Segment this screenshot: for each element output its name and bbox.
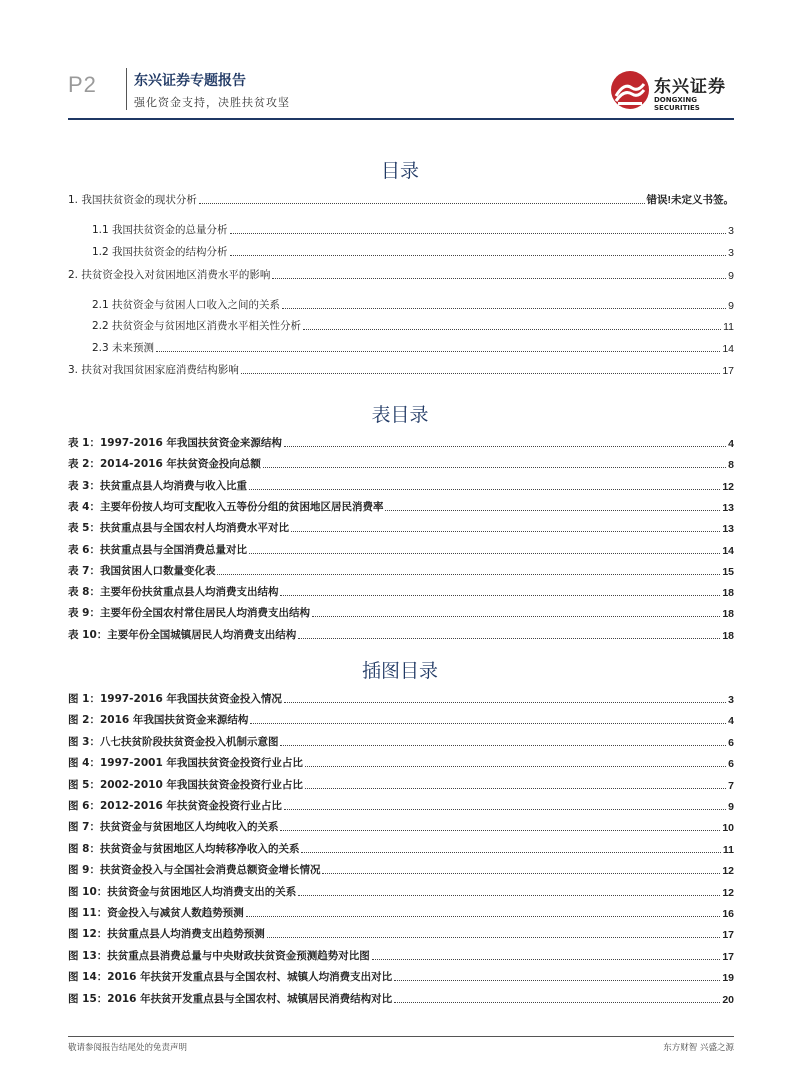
footer-slogan: 东方财智 兴盛之源 bbox=[663, 1043, 734, 1053]
toc-entry-label: 2.1 扶贫资金与贫困人口收入之间的关系 bbox=[92, 299, 281, 311]
report-subtitle: 强化资金支持，决胜扶贫攻坚 bbox=[134, 96, 290, 109]
table-list-entry[interactable] bbox=[68, 434, 734, 450]
dot-leader bbox=[298, 637, 720, 639]
dot-leader bbox=[156, 350, 720, 352]
toc-entry-page: 4 bbox=[728, 438, 734, 450]
figure-list-entry[interactable] bbox=[68, 883, 734, 899]
dot-leader bbox=[280, 744, 726, 746]
toc-entry-label: 图 1：1997-2016 年我国扶贫资金投入情况 bbox=[68, 693, 282, 705]
toc-entry-label: 表 7：我国贫困人口数量变化表 bbox=[68, 564, 216, 577]
toc-entry-page: 7 bbox=[728, 779, 734, 792]
dot-leader bbox=[263, 466, 726, 468]
toc-entry-page: 18 bbox=[722, 587, 734, 600]
dot-leader bbox=[284, 808, 726, 810]
toc-entry-page: 17 bbox=[722, 950, 734, 963]
toc-entry-page: 20 bbox=[722, 993, 734, 1006]
dot-leader bbox=[246, 915, 721, 917]
table-list-entry[interactable] bbox=[68, 626, 734, 642]
figure-list-entry[interactable] bbox=[68, 754, 734, 770]
toc-entry[interactable] bbox=[92, 243, 734, 259]
toc-entry-page: 3 bbox=[728, 694, 734, 706]
toc-title: 目录 bbox=[380, 160, 419, 182]
toc-entry-page: 6 bbox=[728, 758, 734, 771]
dot-leader bbox=[303, 328, 721, 330]
tables-title: 表目录 bbox=[371, 404, 429, 426]
dot-leader bbox=[312, 615, 720, 617]
dot-leader bbox=[199, 202, 645, 204]
toc-entry-page: 18 bbox=[722, 608, 734, 621]
table-list-entry[interactable] bbox=[68, 519, 734, 535]
toc-entry-label: 表 5：扶贫重点县与全国农村人均消费水平对比 bbox=[68, 522, 289, 535]
toc-entry[interactable] bbox=[92, 317, 734, 333]
toc-entry-page: 14 bbox=[722, 544, 734, 557]
toc-entry-label: 表 1：1997-2016 年我国扶贫资金来源结构 bbox=[68, 437, 282, 449]
dot-leader bbox=[305, 787, 726, 789]
dot-leader bbox=[284, 701, 726, 703]
toc-entry-page: 19 bbox=[722, 972, 734, 985]
toc-entry-label: 表 9：主要年份全国农村常住居民人均消费支出结构 bbox=[68, 607, 310, 620]
toc-entry-label: 1.2 我国扶贫资金的结构分析 bbox=[92, 246, 228, 258]
figure-list-entry[interactable] bbox=[68, 690, 734, 706]
footer-disclaimer: 敬请参阅报告结尾处的免责声明 bbox=[68, 1043, 188, 1053]
toc-entry-page: 6 bbox=[728, 736, 734, 749]
dot-leader bbox=[241, 372, 720, 374]
figure-list-entry[interactable] bbox=[68, 968, 734, 984]
table-list-entry[interactable] bbox=[68, 477, 734, 493]
toc-entry-label: 2. 扶贫资金投入对贫困地区消费水平的影响 bbox=[68, 269, 271, 281]
toc-entry-label: 1. 我国扶贫资金的现状分析 bbox=[68, 194, 197, 206]
toc-entry-page: 12 bbox=[722, 480, 734, 493]
figure-list-entry[interactable] bbox=[68, 711, 734, 727]
dot-leader bbox=[305, 765, 726, 767]
toc-entry-label: 表 3：扶贫重点县人均消费与收入比重 bbox=[68, 479, 247, 492]
dot-leader bbox=[291, 530, 720, 532]
dot-leader bbox=[249, 552, 720, 554]
dot-leader bbox=[284, 445, 726, 447]
toc-entry-page: 15 bbox=[722, 565, 734, 578]
toc-entry-label: 2.2 扶贫资金与贫困地区消费水平相关性分析 bbox=[92, 320, 302, 332]
toc-entry[interactable] bbox=[68, 266, 734, 282]
toc-entry[interactable] bbox=[92, 339, 734, 355]
report-title: 东兴证券专题报告 bbox=[134, 73, 246, 89]
table-list-entry[interactable] bbox=[68, 541, 734, 557]
page-number: P2 bbox=[68, 72, 97, 97]
figure-list-entry[interactable] bbox=[68, 904, 734, 920]
logo-text-cn: 东兴证券 bbox=[654, 77, 726, 97]
toc-entry-label: 2.3 未来预测 bbox=[92, 342, 155, 354]
toc-entry-label: 图 10：扶贫资金与贫困地区人均消费支出的关系 bbox=[68, 885, 297, 898]
toc-entry-page: 16 bbox=[722, 908, 734, 920]
logo-text-en: DONGXING SECURITIES bbox=[654, 96, 700, 112]
dot-leader bbox=[372, 958, 721, 960]
toc-entry-page: 3 bbox=[728, 225, 734, 237]
figure-list-entry[interactable] bbox=[68, 818, 734, 834]
toc-entry-label: 表 8：主要年份扶贫重点县人均消费支出结构 bbox=[68, 586, 279, 599]
table-list-entry[interactable] bbox=[68, 604, 734, 620]
toc-entry-label: 3. 扶贫对我国贫困家庭消费结构影响 bbox=[68, 364, 239, 376]
figure-list-entry[interactable] bbox=[68, 947, 734, 963]
dot-leader bbox=[322, 872, 720, 874]
toc-entry-label: 图 6：2012-2016 年扶贫资金投资行业占比 bbox=[68, 800, 282, 812]
dot-leader bbox=[267, 936, 721, 938]
dot-leader bbox=[250, 722, 726, 724]
toc-entry-label: 图 12：扶贫重点县人均消费支出趋势预测 bbox=[68, 928, 265, 941]
page-header bbox=[0, 0, 800, 125]
toc-entry-label: 图 14：2016 年扶贫开发重点县与全国农村、城镇人均消费支出对比 bbox=[68, 971, 393, 984]
toc-entry[interactable] bbox=[92, 296, 734, 312]
dot-leader bbox=[249, 488, 720, 490]
dot-leader bbox=[280, 829, 720, 831]
toc-entry-page: 13 bbox=[722, 523, 734, 536]
toc-entry[interactable] bbox=[68, 361, 734, 377]
toc-entry-page: 11 bbox=[723, 321, 734, 333]
toc-entry-label: 图 13：扶贫重点县消费总量与中央财政扶贫资金预测趋势对比图 bbox=[68, 949, 370, 962]
toc-entry-label: 图 8：扶贫资金与贫困地区人均转移净收入的关系 bbox=[68, 842, 300, 855]
logo-mark-icon bbox=[610, 70, 650, 110]
toc-entry-label: 图 4：1997-2001 年我国扶贫资金投资行业占比 bbox=[68, 757, 303, 770]
table-list-entry[interactable] bbox=[68, 583, 734, 599]
toc-entry-label: 图 3：八七扶贫阶段扶贫资金投入机制示意图 bbox=[68, 735, 279, 748]
toc-entry-label: 图 7：扶贫资金与贫困地区人均纯收入的关系 bbox=[68, 821, 279, 834]
figures-title: 插图目录 bbox=[361, 660, 438, 682]
table-list-entry[interactable] bbox=[68, 498, 734, 514]
toc-entry-page: 3 bbox=[728, 247, 734, 259]
toc-entry-page: 10 bbox=[722, 822, 734, 835]
dot-leader bbox=[272, 277, 726, 279]
toc-entry[interactable] bbox=[68, 191, 734, 207]
table-list-entry[interactable] bbox=[68, 562, 734, 578]
toc-entry-label: 1.1 我国扶贫资金的总量分析 bbox=[92, 224, 228, 236]
dot-leader bbox=[230, 232, 727, 234]
dot-leader bbox=[230, 254, 727, 256]
figure-list-entry[interactable] bbox=[68, 861, 734, 877]
toc-entry-label: 图 11：资金投入与减贫人数趋势预测 bbox=[68, 907, 244, 919]
toc-entry-page: 4 bbox=[728, 715, 734, 728]
figure-list-entry[interactable] bbox=[68, 840, 734, 856]
dot-leader bbox=[282, 307, 726, 309]
table-list-entry[interactable] bbox=[68, 455, 734, 471]
toc-entry-label: 表 10：主要年份全国城镇居民人均消费支出结构 bbox=[68, 628, 297, 641]
toc-entry-page: 13 bbox=[722, 501, 734, 514]
dot-leader bbox=[385, 509, 720, 511]
figure-list-entry[interactable] bbox=[68, 776, 734, 792]
toc-entry-page: 17 bbox=[722, 365, 734, 377]
dot-leader bbox=[298, 894, 720, 896]
dot-leader bbox=[280, 594, 720, 596]
toc-entry-page: 9 bbox=[728, 300, 734, 312]
company-logo bbox=[610, 70, 740, 110]
header-divider bbox=[126, 68, 127, 110]
dot-leader bbox=[301, 851, 720, 853]
header-rule bbox=[68, 118, 734, 120]
toc-entry-page: 14 bbox=[722, 343, 734, 355]
toc-entry-page: 8 bbox=[728, 459, 734, 472]
figure-list-entry[interactable] bbox=[68, 990, 734, 1006]
figure-list-entry[interactable] bbox=[68, 925, 734, 941]
toc-entry-page: 12 bbox=[722, 886, 734, 899]
figure-list-entry[interactable] bbox=[68, 733, 734, 749]
toc-entry-label: 图 5：2002-2010 年我国扶贫资金投资行业占比 bbox=[68, 778, 303, 791]
toc-entry-label: 图 15：2016 年扶贫开发重点县与全国农村、城镇居民消费结构对比 bbox=[68, 992, 393, 1005]
footer-rule bbox=[68, 1036, 734, 1037]
toc-entry-page: 错误!未定义书签。 bbox=[646, 194, 734, 206]
dot-leader bbox=[394, 979, 720, 981]
dot-leader bbox=[394, 1001, 720, 1003]
figure-list-entry[interactable] bbox=[68, 797, 734, 813]
toc-entry-page: 9 bbox=[728, 270, 734, 282]
toc-entry-page: 11 bbox=[722, 843, 734, 856]
toc-entry[interactable] bbox=[92, 221, 734, 237]
toc-entry-label: 图 2：2016 年我国扶贫资金来源结构 bbox=[68, 714, 249, 727]
toc-entry-page: 18 bbox=[722, 629, 734, 642]
toc-entry-label: 表 4：主要年份按人均可支配收入五等份分组的贫困地区居民消费率 bbox=[68, 500, 384, 513]
toc-entry-page: 9 bbox=[728, 801, 734, 813]
toc-entry-page: 12 bbox=[722, 865, 734, 878]
toc-entry-label: 表 2：2014-2016 年扶贫资金投向总额 bbox=[68, 458, 261, 471]
toc-entry-label: 表 6：扶贫重点县与全国消费总量对比 bbox=[68, 543, 247, 556]
toc-entry-label: 图 9：扶贫资金投入与全国社会消费总额资金增长情况 bbox=[68, 864, 321, 877]
toc-entry-page: 17 bbox=[722, 929, 734, 942]
dot-leader bbox=[217, 573, 720, 575]
